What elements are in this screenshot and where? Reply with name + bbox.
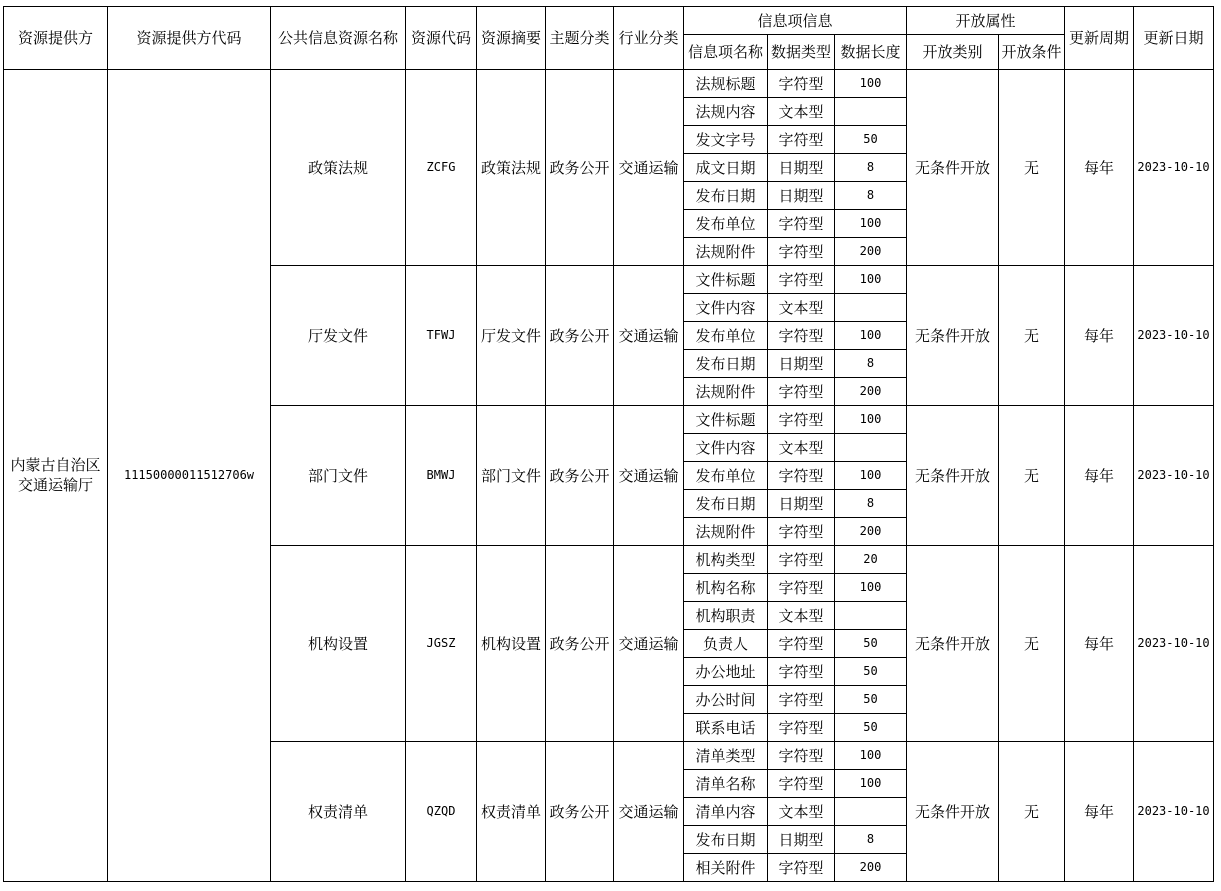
data-type-cell: 字符型 <box>768 238 835 266</box>
data-length-cell: 100 <box>835 210 907 238</box>
data-type-cell: 文本型 <box>768 294 835 322</box>
update-date-cell: 2023-10-10 <box>1134 546 1214 742</box>
data-length-cell: 100 <box>835 70 907 98</box>
resource-code-cell: QZQD <box>406 742 477 882</box>
data-type-cell: 日期型 <box>768 490 835 518</box>
info-item-name-cell: 发布日期 <box>684 826 768 854</box>
header-open-cond: 开放条件 <box>999 35 1065 70</box>
open-cond-cell: 无 <box>999 406 1065 546</box>
info-item-name-cell: 相关附件 <box>684 854 768 882</box>
data-type-cell: 字符型 <box>768 378 835 406</box>
info-item-name-cell: 办公时间 <box>684 686 768 714</box>
info-item-name-cell: 文件内容 <box>684 294 768 322</box>
data-type-cell: 字符型 <box>768 266 835 294</box>
data-length-cell: 50 <box>835 126 907 154</box>
info-item-name-cell: 发布日期 <box>684 350 768 378</box>
data-type-cell: 文本型 <box>768 434 835 462</box>
data-type-cell: 日期型 <box>768 182 835 210</box>
data-length-cell: 20 <box>835 546 907 574</box>
data-type-cell: 日期型 <box>768 350 835 378</box>
info-item-name-cell: 发布单位 <box>684 210 768 238</box>
info-item-name-cell: 办公地址 <box>684 658 768 686</box>
data-length-cell: 8 <box>835 490 907 518</box>
header-resource-name: 公共信息资源名称 <box>271 7 406 70</box>
open-type-cell: 无条件开放 <box>907 70 999 266</box>
header-provider-code: 资源提供方代码 <box>108 7 271 70</box>
info-item-name-cell: 发布单位 <box>684 462 768 490</box>
open-cond-cell: 无 <box>999 70 1065 266</box>
update-cycle-cell: 每年 <box>1065 742 1134 882</box>
info-item-name-cell: 成文日期 <box>684 154 768 182</box>
info-item-name-cell: 法规附件 <box>684 378 768 406</box>
provider-cell: 内蒙古自治区交通运输厅 <box>4 70 108 882</box>
info-item-name-cell: 清单内容 <box>684 798 768 826</box>
data-length-cell: 100 <box>835 266 907 294</box>
info-item-name-cell: 法规内容 <box>684 98 768 126</box>
header-industry: 行业分类 <box>614 7 684 70</box>
info-item-name-cell: 负责人 <box>684 630 768 658</box>
header-open-type: 开放类别 <box>907 35 999 70</box>
info-item-name-cell: 清单类型 <box>684 742 768 770</box>
data-type-cell: 字符型 <box>768 546 835 574</box>
header-summary: 资源摘要 <box>477 7 546 70</box>
data-type-cell: 字符型 <box>768 630 835 658</box>
header-update-cycle: 更新周期 <box>1065 7 1134 70</box>
industry-cell: 交通运输 <box>614 742 684 882</box>
info-item-name-cell: 发布日期 <box>684 182 768 210</box>
header-info-name: 信息项名称 <box>684 35 768 70</box>
data-length-cell: 100 <box>835 462 907 490</box>
info-item-name-cell: 联系电话 <box>684 714 768 742</box>
data-length-cell: 100 <box>835 574 907 602</box>
info-item-name-cell: 文件标题 <box>684 266 768 294</box>
data-type-cell: 字符型 <box>768 686 835 714</box>
resource-summary-cell: 政策法规 <box>477 70 546 266</box>
resource-code-cell: TFWJ <box>406 266 477 406</box>
industry-cell: 交通运输 <box>614 266 684 406</box>
industry-cell: 交通运输 <box>614 546 684 742</box>
data-length-cell: 100 <box>835 770 907 798</box>
resource-name-cell: 厅发文件 <box>271 266 406 406</box>
data-length-cell <box>835 602 907 630</box>
data-type-cell: 文本型 <box>768 798 835 826</box>
resource-summary-cell: 部门文件 <box>477 406 546 546</box>
data-type-cell: 字符型 <box>768 70 835 98</box>
industry-cell: 交通运输 <box>614 406 684 546</box>
update-date-cell: 2023-10-10 <box>1134 742 1214 882</box>
header-provider: 资源提供方 <box>4 7 108 70</box>
data-length-cell: 8 <box>835 826 907 854</box>
data-type-cell: 字符型 <box>768 854 835 882</box>
data-type-cell: 文本型 <box>768 602 835 630</box>
resource-catalog-table <box>3 6 1214 882</box>
update-date-cell: 2023-10-10 <box>1134 406 1214 546</box>
data-type-cell: 文本型 <box>768 98 835 126</box>
data-length-cell: 200 <box>835 378 907 406</box>
data-type-cell: 字符型 <box>768 658 835 686</box>
header-open-group: 开放属性 <box>907 7 1065 35</box>
data-length-cell <box>835 798 907 826</box>
data-length-cell: 50 <box>835 714 907 742</box>
data-length-cell: 8 <box>835 154 907 182</box>
data-length-cell: 50 <box>835 686 907 714</box>
open-type-cell: 无条件开放 <box>907 266 999 406</box>
data-type-cell: 字符型 <box>768 742 835 770</box>
resource-code-cell: BMWJ <box>406 406 477 546</box>
table-row <box>4 70 1214 98</box>
data-type-cell: 字符型 <box>768 462 835 490</box>
data-length-cell <box>835 98 907 126</box>
provider-code-cell: 11150000011512706w <box>108 70 271 882</box>
resource-name-cell: 政策法规 <box>271 70 406 266</box>
info-item-name-cell: 清单名称 <box>684 770 768 798</box>
data-length-cell: 50 <box>835 630 907 658</box>
open-cond-cell: 无 <box>999 742 1065 882</box>
info-item-name-cell: 文件内容 <box>684 434 768 462</box>
update-date-cell: 2023-10-10 <box>1134 266 1214 406</box>
resource-name-cell: 权责清单 <box>271 742 406 882</box>
resource-summary-cell: 权责清单 <box>477 742 546 882</box>
data-type-cell: 字符型 <box>768 126 835 154</box>
info-item-name-cell: 发布日期 <box>684 490 768 518</box>
info-item-name-cell: 法规附件 <box>684 238 768 266</box>
header-resource-code: 资源代码 <box>406 7 477 70</box>
resource-code-cell: JGSZ <box>406 546 477 742</box>
data-type-cell: 字符型 <box>768 770 835 798</box>
header-info-group: 信息项信息 <box>684 7 907 35</box>
info-item-name-cell: 文件标题 <box>684 406 768 434</box>
data-length-cell <box>835 294 907 322</box>
header-theme: 主题分类 <box>546 7 614 70</box>
data-length-cell: 8 <box>835 182 907 210</box>
data-length-cell: 200 <box>835 518 907 546</box>
info-item-name-cell: 发文字号 <box>684 126 768 154</box>
data-length-cell <box>835 434 907 462</box>
info-item-name-cell: 机构名称 <box>684 574 768 602</box>
data-type-cell: 字符型 <box>768 714 835 742</box>
header-update-date: 更新日期 <box>1134 7 1214 70</box>
theme-cell: 政务公开 <box>546 406 614 546</box>
theme-cell: 政务公开 <box>546 266 614 406</box>
data-type-cell: 字符型 <box>768 210 835 238</box>
info-item-name-cell: 发布单位 <box>684 322 768 350</box>
data-type-cell: 字符型 <box>768 574 835 602</box>
update-cycle-cell: 每年 <box>1065 406 1134 546</box>
info-item-name-cell: 机构类型 <box>684 546 768 574</box>
open-type-cell: 无条件开放 <box>907 406 999 546</box>
data-length-cell: 50 <box>835 658 907 686</box>
industry-cell: 交通运输 <box>614 70 684 266</box>
data-type-cell: 日期型 <box>768 826 835 854</box>
resource-name-cell: 部门文件 <box>271 406 406 546</box>
update-cycle-cell: 每年 <box>1065 266 1134 406</box>
data-length-cell: 100 <box>835 322 907 350</box>
theme-cell: 政务公开 <box>546 742 614 882</box>
resource-code-cell: ZCFG <box>406 70 477 266</box>
resource-summary-cell: 厅发文件 <box>477 266 546 406</box>
info-item-name-cell: 法规附件 <box>684 518 768 546</box>
header-data-length: 数据长度 <box>835 35 907 70</box>
theme-cell: 政务公开 <box>546 546 614 742</box>
theme-cell: 政务公开 <box>546 70 614 266</box>
info-item-name-cell: 机构职责 <box>684 602 768 630</box>
data-type-cell: 字符型 <box>768 406 835 434</box>
open-cond-cell: 无 <box>999 266 1065 406</box>
resource-summary-cell: 机构设置 <box>477 546 546 742</box>
update-cycle-cell: 每年 <box>1065 70 1134 266</box>
open-cond-cell: 无 <box>999 546 1065 742</box>
update-cycle-cell: 每年 <box>1065 546 1134 742</box>
data-type-cell: 字符型 <box>768 322 835 350</box>
info-item-name-cell: 法规标题 <box>684 70 768 98</box>
update-date-cell: 2023-10-10 <box>1134 70 1214 266</box>
open-type-cell: 无条件开放 <box>907 742 999 882</box>
data-length-cell: 8 <box>835 350 907 378</box>
resource-name-cell: 机构设置 <box>271 546 406 742</box>
data-length-cell: 100 <box>835 406 907 434</box>
open-type-cell: 无条件开放 <box>907 546 999 742</box>
data-length-cell: 100 <box>835 742 907 770</box>
header-data-type: 数据类型 <box>768 35 835 70</box>
data-type-cell: 日期型 <box>768 154 835 182</box>
data-type-cell: 字符型 <box>768 518 835 546</box>
table-body <box>4 70 1214 882</box>
data-length-cell: 200 <box>835 854 907 882</box>
data-length-cell: 200 <box>835 238 907 266</box>
